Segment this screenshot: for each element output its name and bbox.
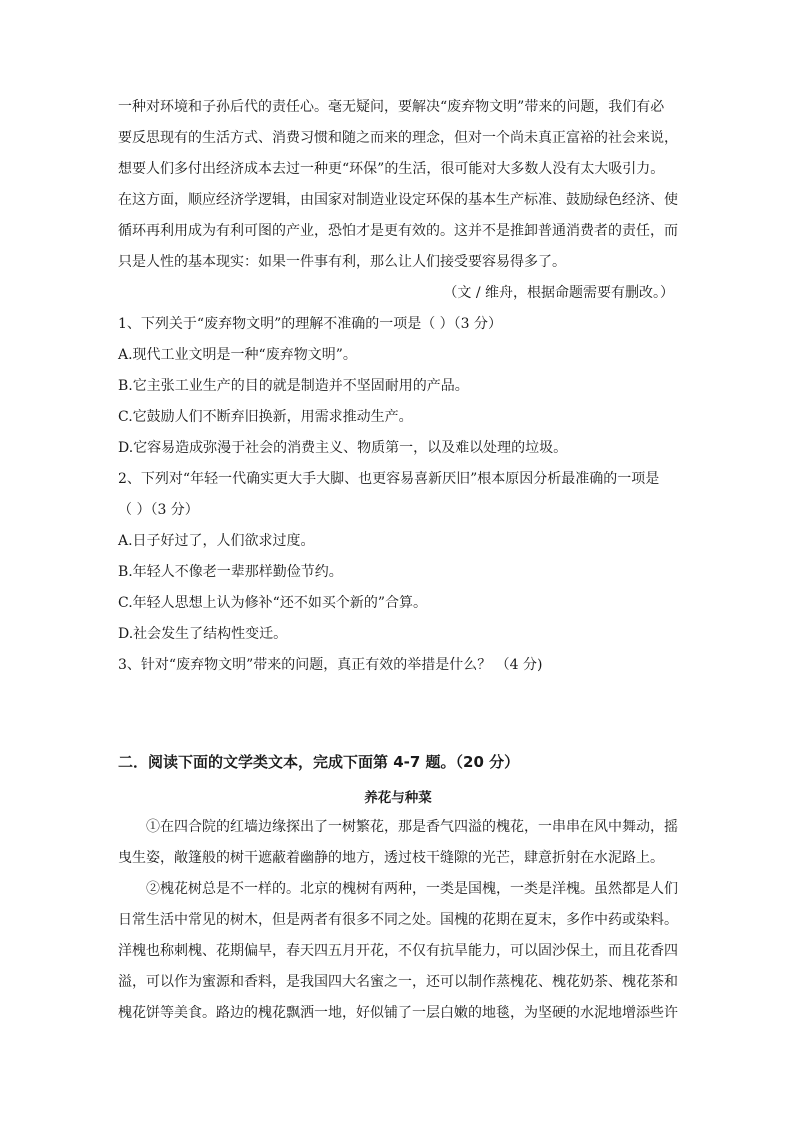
question-2-option-b: B.年轻人不像老一辈那样勤俭节约。 xyxy=(118,564,343,580)
paragraph-line: 日常生活中常见的树木，但是两者有很多不同之处。国槐的花期在夏末，多作中药或染料。 xyxy=(118,912,678,928)
passage-line: 循环再利用成为有利可图的产业，恐怕才是更有效的。这并不是推卸普通消费者的责任，而 xyxy=(118,223,678,239)
question-2: 2、下列对“年轻一代确实更大手大脚、也更容易喜新厌旧”根本原因分析最准确的一项是 xyxy=(118,471,660,487)
question-2-continued: （ ）（3 分） xyxy=(118,502,199,518)
paragraph-line: 曳生姿，敞篷般的树干遮蔽着幽静的地方，透过枝干缝隙的光芒，肆意折射在水泥路上。 xyxy=(118,850,664,866)
question-2-option-d: D.社会发生了结构性变迁。 xyxy=(118,626,288,642)
passage-line: 在这方面，顺应经济学逻辑，由国家对制造业设定环保的基本生产标准、鼓励绿色经济、使 xyxy=(118,192,678,208)
question-1-option-c: C.它鼓励人们不断弃旧换新，用需求推动生产。 xyxy=(118,409,413,425)
paragraph-line: ②槐花树总是不一样的。北京的槐树有两种，一类是国槐，一类是洋槐。虽然都是人们 xyxy=(146,881,678,897)
source-note: （文 / 维舟，根据命题需要有删改。） xyxy=(443,285,674,301)
paragraph-2 xyxy=(118,874,678,1029)
question-1-option-a: A.现代工业文明是一种“废弃物文明”。 xyxy=(118,347,357,363)
passage-line: 一种对环境和子孙后代的责任心。毫无疑问，要解决“废弃物文明”带来的问题，我们有必 xyxy=(118,99,665,115)
paragraph-1 xyxy=(118,812,678,874)
passage-line: 只是人性的基本现实：如果一件事有利，那么让人们接受要容易得多了。 xyxy=(118,254,566,270)
question-2-option-a: A.日子好过了，人们欲求过度。 xyxy=(118,533,315,549)
literary-text xyxy=(118,784,678,1029)
article-title: 养花与种菜 xyxy=(364,790,432,806)
question-1-option-d: D.它容易造成弥漫于社会的消费主义、物质第一，以及难以处理的垃圾。 xyxy=(118,440,568,456)
paragraph-line: 洋槐也称刺槐、花期偏早，春天四五月开花，不仅有抗旱能力，可以固沙保土，而且花香四 xyxy=(118,943,678,959)
passage-and-questions xyxy=(118,92,678,681)
passage-line: 要反思现有的生活方式、消费习惯和随之而来的理念，但对一个尚未真正富裕的社会来说， xyxy=(118,130,678,146)
question-3: 3、针对“废弃物文明”带来的问题，真正有效的举措是什么？ （4 分) xyxy=(118,657,543,673)
section-heading: 二．阅读下面的文学类文本，完成下面第 4-7 题。（20 分） xyxy=(118,753,520,771)
passage-line: 想要人们多付出经济成本去过一种更“环保”的生活，很可能对大多数人没有太大吸引力。 xyxy=(118,161,665,177)
paragraph-line: ①在四合院的红墙边缘探出了一树繁花，那是香气四溢的槐花，一串串在风中舞动，摇 xyxy=(146,819,678,835)
question-1-option-b: B.它主张工业生产的目的就是制造并不坚固耐用的产品。 xyxy=(118,378,469,394)
question-1: 1、下列关于“废弃物文明”的理解不准确的一项是（ ）（3 分） xyxy=(118,316,503,332)
question-2-option-c: C.年轻人思想上认为修补“还不如买个新的”合算。 xyxy=(118,595,427,611)
paragraph-line: 槐花饼等美食。路边的槐花飘洒一地，好似铺了一层白嫩的地毯，为坚硬的水泥地增添些许 xyxy=(118,1005,678,1021)
paragraph-line: 溢，可以作为蜜源和香料，是我国四大名蜜之一，还可以制作蒸槐花、槐花奶茶、槐花茶和 xyxy=(118,974,678,990)
